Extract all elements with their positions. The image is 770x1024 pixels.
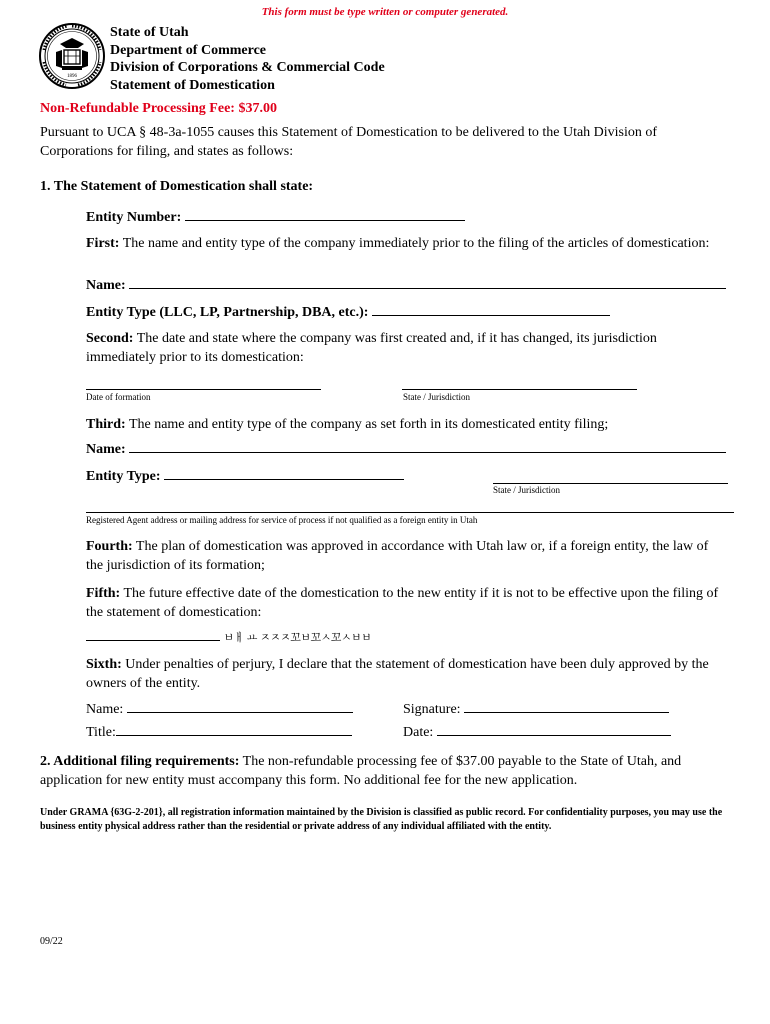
third-name-field[interactable]: [129, 439, 726, 453]
first-name-row: [86, 275, 726, 296]
header-division: Division of Corporations & Commercial Code: [110, 60, 385, 75]
intro-paragraph: Pursuant to UCA § 48-3a-1055 causes this Statement of Domestication to be delivered to the Utah Division of Corporations for filing, and states as follows:: [40, 125, 658, 159]
header-department: Department of Commerce: [110, 42, 267, 58]
third-entity-type-row: [86, 466, 404, 487]
third-entity-type-field[interactable]: [164, 466, 404, 480]
third-name-label: Name:: [86, 442, 126, 457]
signer-title-row: [86, 722, 352, 743]
first-label: First:: [86, 236, 120, 251]
signer-title-label: Title:: [86, 725, 116, 740]
header-state: State of Utah: [110, 25, 189, 40]
signer-name-row: [86, 699, 353, 720]
signature-label: Signature:: [403, 702, 461, 717]
fourth-paragraph: [86, 538, 726, 575]
sign-date-row: [403, 722, 671, 743]
signer-title-field[interactable]: [116, 722, 352, 736]
sign-date-label: Date:: [403, 725, 434, 740]
first-name-label: Name:: [86, 278, 126, 293]
state-jurisdiction-2-caption: State / Jurisdiction: [493, 485, 560, 495]
entity-type-field[interactable]: [372, 302, 610, 316]
sixth-text: Under penalties of perjury, I declare that the statement of domestication have been duly approved by the owners of the entity.: [86, 657, 709, 691]
utah-state-seal-icon: [38, 22, 106, 90]
signature-field[interactable]: [464, 699, 669, 713]
entity-number-label: Entity Number:: [86, 210, 182, 225]
svg-text:1896: 1896: [67, 74, 77, 79]
entity-type-row: [86, 302, 610, 323]
third-paragraph: [86, 416, 726, 435]
state-jurisdiction-caption: State / Jurisdiction: [403, 392, 470, 402]
effective-date-field[interactable]: [86, 627, 220, 641]
entity-number-row: [86, 207, 465, 228]
signature-row: [403, 699, 669, 720]
fourth-label: Fourth:: [86, 539, 133, 554]
state-jurisdiction-field[interactable]: [402, 389, 637, 390]
third-entity-type-label: Entity Type:: [86, 469, 161, 484]
sign-date-field[interactable]: [437, 722, 671, 736]
header-form-title: Statement of Domestication: [110, 77, 275, 93]
form-revision-date: 09/22: [40, 936, 63, 947]
first-name-field[interactable]: [129, 275, 726, 289]
entity-number-field[interactable]: [185, 207, 465, 221]
section2-text: The non-refundable processing fee of $37.00 payable to the State of Utah, and application for new entity must accompany this form. No additional fee for the new application.: [40, 754, 682, 788]
registered-agent-field[interactable]: [86, 512, 734, 513]
second-label: Second:: [86, 331, 134, 346]
date-of-formation-field[interactable]: [86, 389, 321, 390]
date-format-hint: ㅂㅐ ㅛ ㅈㅈㅈ꼬ㅂ꼬ㅅ꼬ㅅㅂㅂ: [223, 631, 372, 644]
section2-label: 2. Additional filing requirements:: [40, 754, 240, 769]
sixth-paragraph: [86, 656, 726, 693]
entity-type-label: Entity Type (LLC, LP, Partnership, DBA, etc.):: [86, 305, 369, 320]
grama-notice: Under GRAMA {63G-2-201}, all registration information maintained by the Division is classified as public record. For confidentiality purposes, you may use the business entity physical address rather than the residential or private address of any individual affiliated with the entity.: [40, 807, 723, 832]
type-written-notice: This form must be type written or computer generated.: [261, 6, 509, 18]
third-label: Third:: [86, 417, 126, 432]
sixth-label: Sixth:: [86, 657, 122, 672]
fifth-text: The future effective date of the domestication to the new entity if it is not to be effective upon the filing of the statement of domestication:: [86, 586, 719, 620]
fifth-paragraph: [86, 585, 726, 622]
third-name-row: [86, 439, 726, 460]
section1-title: 1. The Statement of Domestication shall state:: [40, 179, 314, 194]
first-paragraph: [86, 235, 726, 254]
signer-name-field[interactable]: [127, 699, 353, 713]
fifth-label: Fifth:: [86, 586, 121, 601]
date-of-formation-caption: Date of formation: [86, 392, 151, 402]
processing-fee: Non-Refundable Processing Fee: $37.00: [40, 101, 277, 116]
section2-paragraph: [40, 753, 730, 790]
signer-name-label: Name:: [86, 702, 124, 717]
state-jurisdiction-2-field[interactable]: [493, 483, 728, 484]
second-text: The date and state where the company was first created and, if it has changed, its jurisdiction immediately prior to its domestication:: [86, 331, 657, 365]
third-text: The name and entity type of the company as set forth in its domesticated entity filing;: [128, 417, 609, 432]
registered-agent-caption: Registered Agent address or mailing address for service of process if not qualified as a foreign entity in Utah: [86, 515, 478, 525]
form-header: [110, 24, 385, 94]
first-text: The name and entity type of the company immediately prior to the filing of the articles of domestication:: [122, 236, 710, 251]
effective-date-row: [86, 627, 371, 648]
second-paragraph: [86, 330, 726, 367]
fourth-text: The plan of domestication was approved in accordance with Utah law or, if a foreign entity, the law of the jurisdiction of its formation;: [86, 539, 709, 573]
